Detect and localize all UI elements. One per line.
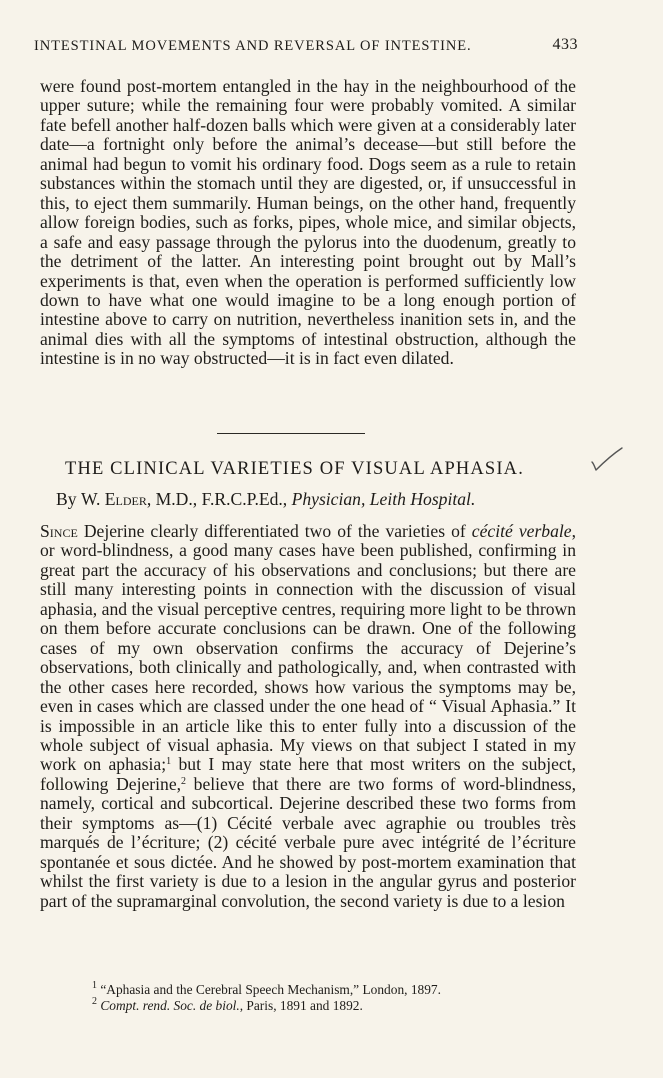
article-body — [40, 522, 576, 911]
article-body-text-a: Dejerine clearly differentiated two of the varieties of — [77, 521, 472, 541]
footnote-1 — [92, 982, 552, 998]
page-number: 433 — [552, 36, 578, 53]
article-body-text-d: believe that there are two forms of word-blindness, namely, cortical and subcortical. Dejerine described these two forms from their symptoms as—(1) Cécité verbale avec agraphie ou troubles très marqués de l’écriture; (2) cécité verbale pure avec intégrité de l’écriture spontanée et sous dictée. And he showed by post-mortem examination that whilst the first variety is due to a lesion in the angular gyrus and posterior part of the supramarginal convolution, the second variety is due to a lesion — [40, 773, 576, 911]
byline-by: By — [56, 489, 77, 509]
article-title: THE CLINICAL VARIETIES OF VISUAL APHASIA. — [65, 459, 524, 479]
footnote-italic-source: Compt. rend. Soc. de biol. — [100, 998, 240, 1013]
author-affiliation: Physician, Leith Hospital. — [291, 489, 476, 509]
continued-paragraph: were found post-mortem entangled in the hay in the neighbourhood of the upper suture; while the remaining four were probably vomited. A similar fate befell another half-dozen balls which were given at a considerably later date—a fortnight only before the animal’s decease—but still before the animal had begun to vomit his ordinary food. Dogs seem as a rule to retain substances within the stomach until they are digested, or, if unsuccessful in this, to eject them summarily. Human beings, on the other hand, frequently allow foreign bodies, such as forks, pipes, whole mice, and similar objects, a safe and easy passage through the pylorus into the duodenum, greatly to the detriment of the latter. An interesting point brought out by Mall’s experiments is that, even when the operation is performed sufficiently low down to have what one would imagine to be a long enough portion of intestine above to carry on nutrition, nevertheless inanition sets in, and the animal dies with all the symptoms of intestinal obstruction, although the intestine is in no way obstructed—it is in fact even dilated. — [40, 76, 576, 369]
article-term-cecite-verbale: cécité verbale — [471, 521, 572, 541]
footnote-text: , Paris, 1891 and 1892. — [239, 998, 363, 1013]
article-byline — [56, 489, 475, 510]
footnote-ref-1: 1 — [166, 756, 172, 768]
footnote-marker: 1 — [92, 980, 97, 991]
article-body-text-b: , or word-blindness, a good many cases have been published, confirming in great part the accuracy of his observations and conclusions; but there are still many interesting points in connection with the discussion of visual aphasia, and the visual perceptive centres, requiring more light to be thrown on them before accurate conclusions can be drawn. One of the following cases of my own observation confirms the accuracy of Dejerine’s observations, both clinically and pathologically, and, when contrasted with the other cases here recorded, shows how various the symptoms may be, even in cases which are classed under the one head of “ Visual Aphasia.” It is impossible in an article like this to enter fully into a discussion of the whole subject of visual aphasia. My views on that subject I stated in my work on aphasia; — [40, 521, 576, 775]
section-divider — [217, 433, 365, 434]
footnote-ref-2: 2 — [181, 775, 187, 787]
footnotes — [92, 982, 552, 1014]
running-title: INTESTINAL MOVEMENTS AND REVERSAL OF INTESTINE. — [34, 38, 472, 54]
handwritten-check-mark-icon — [590, 446, 624, 474]
author-credentials: , M.D., F.R.C.P.Ed., — [146, 489, 288, 509]
article-body-text-c: but I may state here that most writers on the subject, following Dejerine, — [40, 754, 576, 794]
author-name: W. Elder — [80, 489, 147, 509]
article-opening-word: Since — [40, 521, 78, 541]
footnote-marker: 2 — [92, 996, 97, 1007]
footnote-2 — [92, 998, 552, 1014]
footnote-text: “Aphasia and the Cerebral Speech Mechanism,” London, 1897. — [97, 982, 441, 997]
